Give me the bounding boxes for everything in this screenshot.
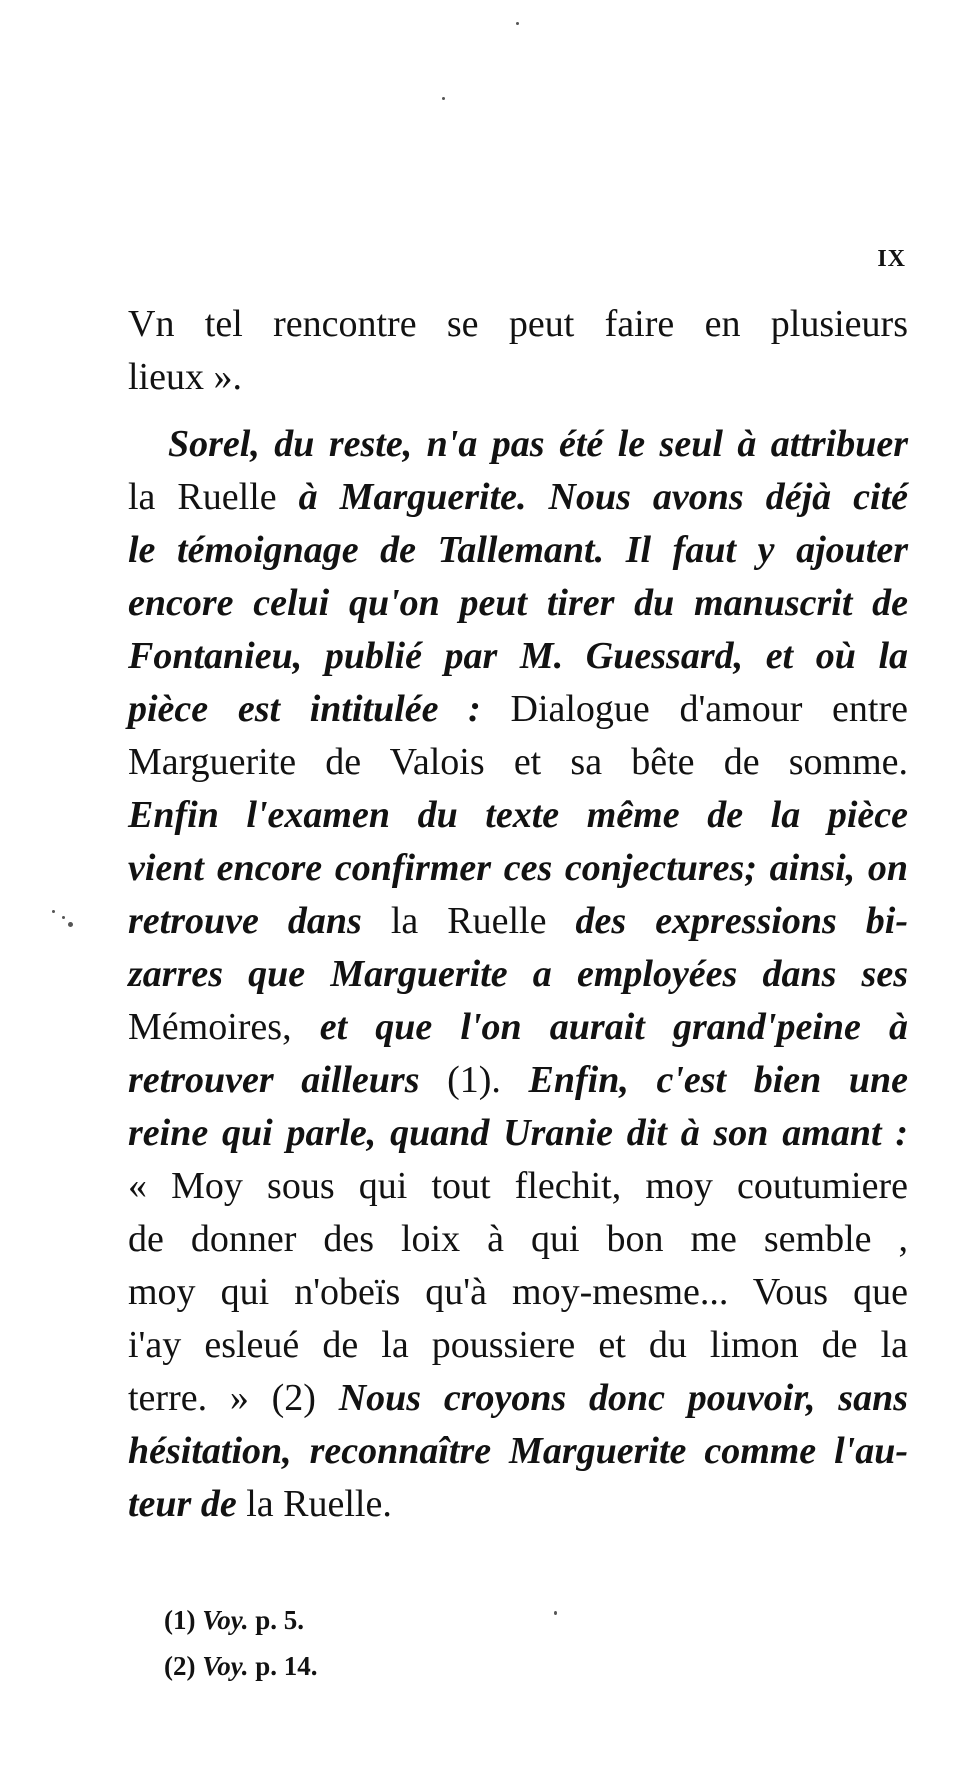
text-line: terre. » (2) Nous croyons donc pouvoir, sans [128,1377,909,1419]
text-line: teur de la Ruelle. [128,1483,392,1525]
text-line: « Moy sous qui tout flechit, moy coutumiere [128,1165,908,1207]
footnote-number: (2) [164,1651,196,1681]
text-line: hésitation, reconnaître Marguerite comme l'au- [128,1430,908,1472]
footnote-ref: p. 14. [255,1651,318,1681]
footnote-1 [164,1597,318,1643]
text-line: de donner des loix à qui bon me semble , [128,1218,908,1260]
footnote-voy: Voy. [202,1651,249,1681]
text-line: vient encore confirmer ces conjectures; ainsi, on [128,847,908,889]
footnote-number: (1) [164,1605,196,1635]
text-line: encore celui qu'on peut tirer du manuscrit de [128,582,908,624]
footnote-ref: p. 5. [255,1605,305,1635]
print-speck [52,910,55,913]
text-line: i'ay esleué de la poussiere et du limon de la [128,1324,908,1366]
text-line: Vn tel rencontre se peut faire en plusieurs [128,303,908,345]
text-line: retrouve dans la Ruelle des expressions bi- [128,900,908,942]
text-line: zarres que Marguerite a employées dans ses [128,953,908,995]
footnote-2 [164,1643,318,1689]
body-text [128,298,908,1531]
text-line: retrouver ailleurs (1). Enfin, c'est bien une [128,1059,909,1101]
footnote-voy: Voy. [202,1605,249,1635]
text-line: moy qui n'obeïs qu'à moy-mesme... Vous que [128,1271,908,1313]
text-line: la Ruelle à Marguerite. Nous avons déjà cité [128,476,908,518]
print-speck [554,1611,557,1615]
print-speck [62,916,65,919]
print-speck [68,922,73,927]
text-line: Marguerite de Valois et sa bête de somme. [128,741,908,783]
text-line: Enfin l'examen du texte même de la pièce [128,794,908,836]
text-line: Sorel, du reste, n'a pas été le seul à attribuer [168,423,908,465]
paragraph-gap [128,404,908,418]
page-number: IX [877,246,906,272]
text-line: le témoignage de Tallemant. Il faut y ajouter [128,529,908,571]
print-speck [516,22,519,25]
text-line: lieux ». [128,356,242,398]
text-line: reine qui parle, quand Uranie dit à son amant : [128,1112,908,1154]
text-line: Mémoires, et que l'on aurait grand'peine à [128,1006,908,1048]
text-line: Fontanieu, publié par M. Guessard, et où la [128,635,908,677]
footnotes [164,1597,318,1689]
print-speck [442,97,445,100]
text-line: pièce est intitulée : Dialogue d'amour entre [128,688,908,730]
